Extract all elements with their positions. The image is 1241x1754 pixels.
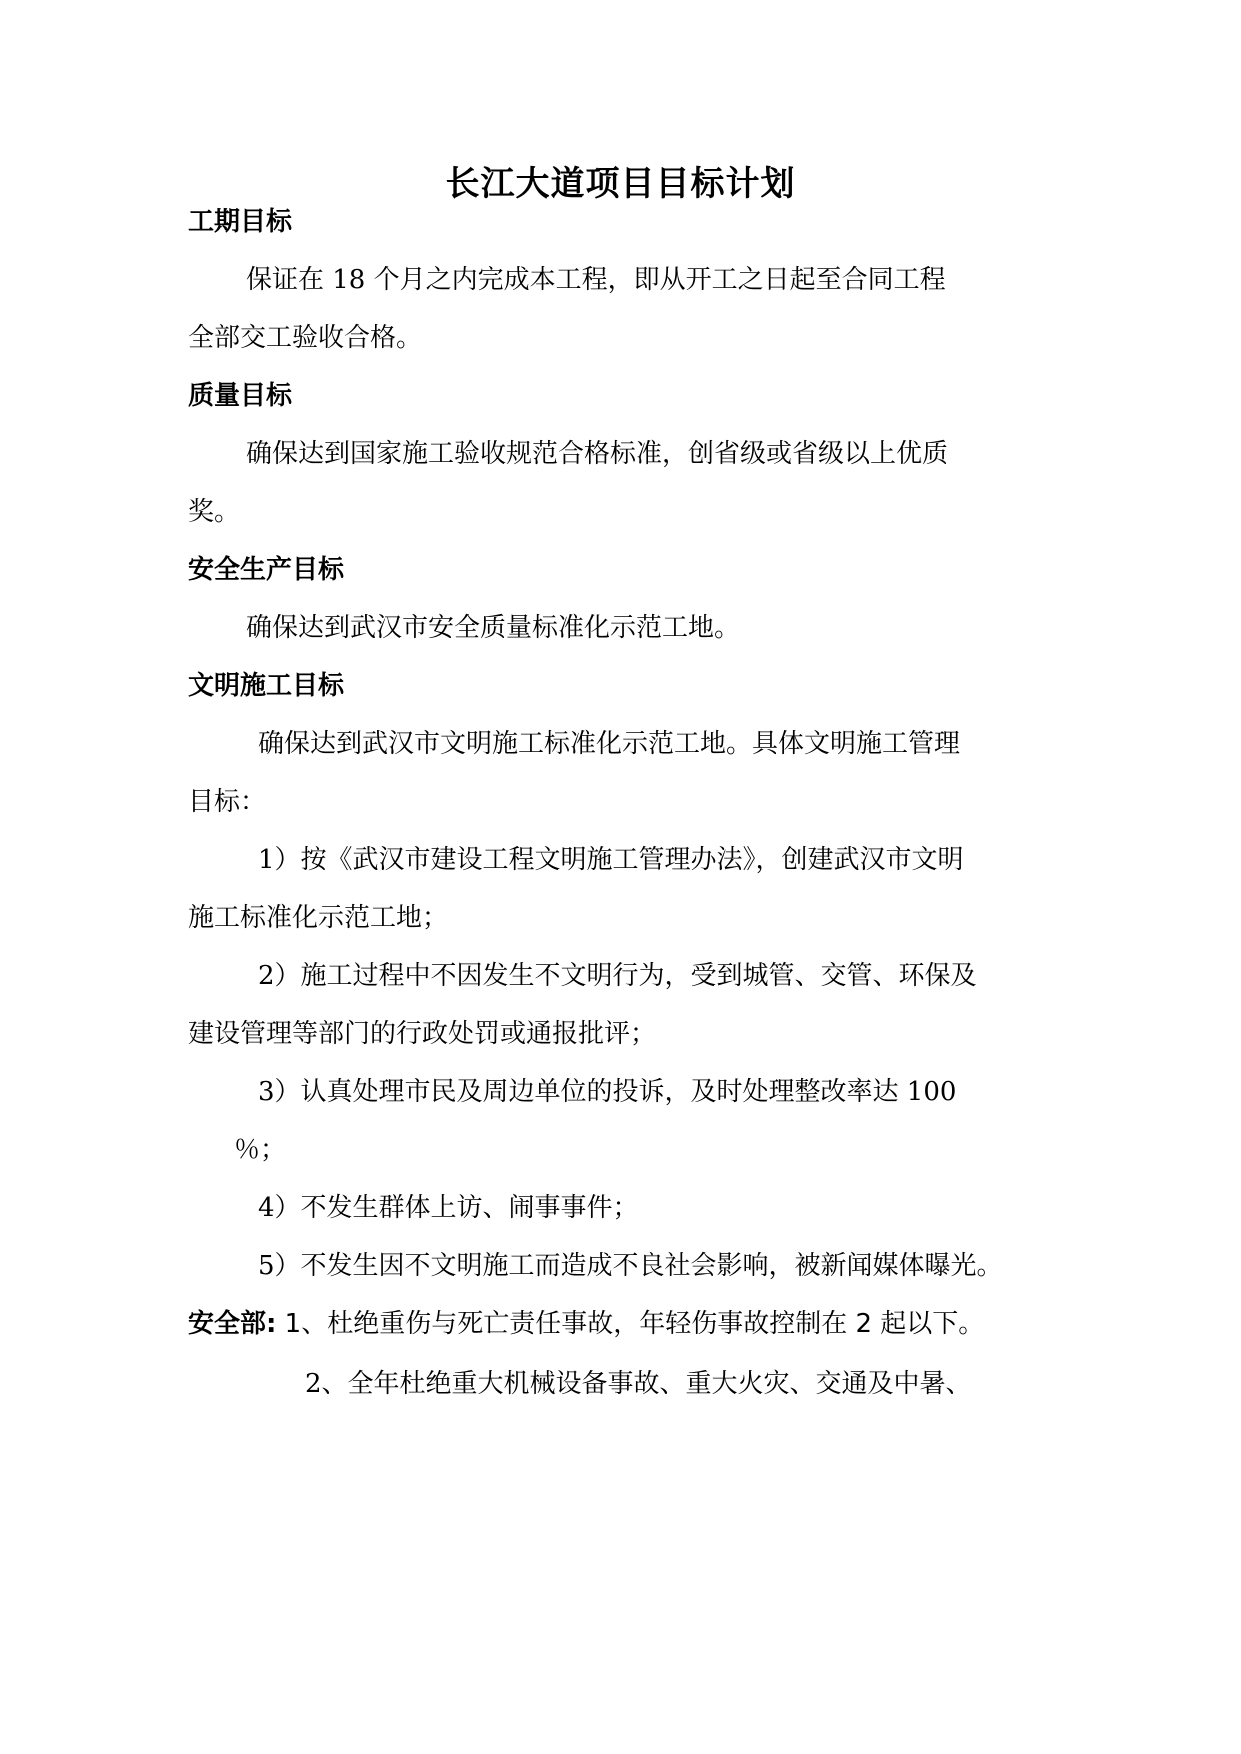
safety-dept-item1 xyxy=(188,1304,984,1344)
quality-paragraph-line2: 奖。 xyxy=(188,497,241,527)
safety-dept-item1-text: 1、杜绝重伤与死亡责任事故，年轻伤事故控制在 2 起以下。 xyxy=(276,1309,985,1339)
safety-dept-item2: 2、全年杜绝重大机械设备事故、重大火灾、交通及中暑、 xyxy=(305,1369,972,1399)
civilized-item3-line1: 3）认真处理市民及周边单位的投诉，及时处理整改率达 100 xyxy=(258,1077,957,1107)
section-heading-quality: 质量目标 xyxy=(188,381,293,411)
document-title: 长江大道项目目标计划 xyxy=(445,164,796,204)
quality-paragraph-line1: 确保达到国家施工验收规范合格标准，创省级或省级以上优质 xyxy=(246,439,949,469)
civilized-item1-line2: 施工标准化示范工地； xyxy=(188,903,449,933)
section-heading-safety: 安全生产目标 xyxy=(188,555,345,585)
section-heading-schedule: 工期目标 xyxy=(188,207,293,237)
schedule-paragraph-line1: 保证在 18 个月之内完成本工程，即从开工之日起至合同工程 xyxy=(246,265,946,295)
civilized-paragraph-line2: 目标： xyxy=(188,787,267,817)
safety-paragraph-line1: 确保达到武汉市安全质量标准化示范工地。 xyxy=(246,613,741,643)
section-heading-civilized: 文明施工目标 xyxy=(188,671,345,701)
safety-dept-label: 安全部: xyxy=(188,1309,277,1339)
civilized-item5-line1: 5）不发生因不文明施工而造成不良社会影响，被新闻媒体曝光。 xyxy=(258,1251,1003,1281)
civilized-item3-line2: ％； xyxy=(234,1135,287,1165)
civilized-item4-line1: 4）不发生群体上访、闹事事件； xyxy=(258,1193,639,1223)
civilized-item2-line2: 建设管理等部门的行政处罚或通报批评； xyxy=(188,1019,657,1049)
civilized-item1-line1: 1）按《武汉市建设工程文明施工管理办法》，创建武汉市文明 xyxy=(258,845,964,875)
civilized-item2-line1: 2）施工过程中不因发生不文明行为，受到城管、交管、环保及 xyxy=(258,961,977,991)
schedule-paragraph-line2: 全部交工验收合格。 xyxy=(188,323,423,353)
civilized-paragraph-line1: 确保达到武汉市文明施工标准化示范工地。具体文明施工管理 xyxy=(258,729,961,759)
